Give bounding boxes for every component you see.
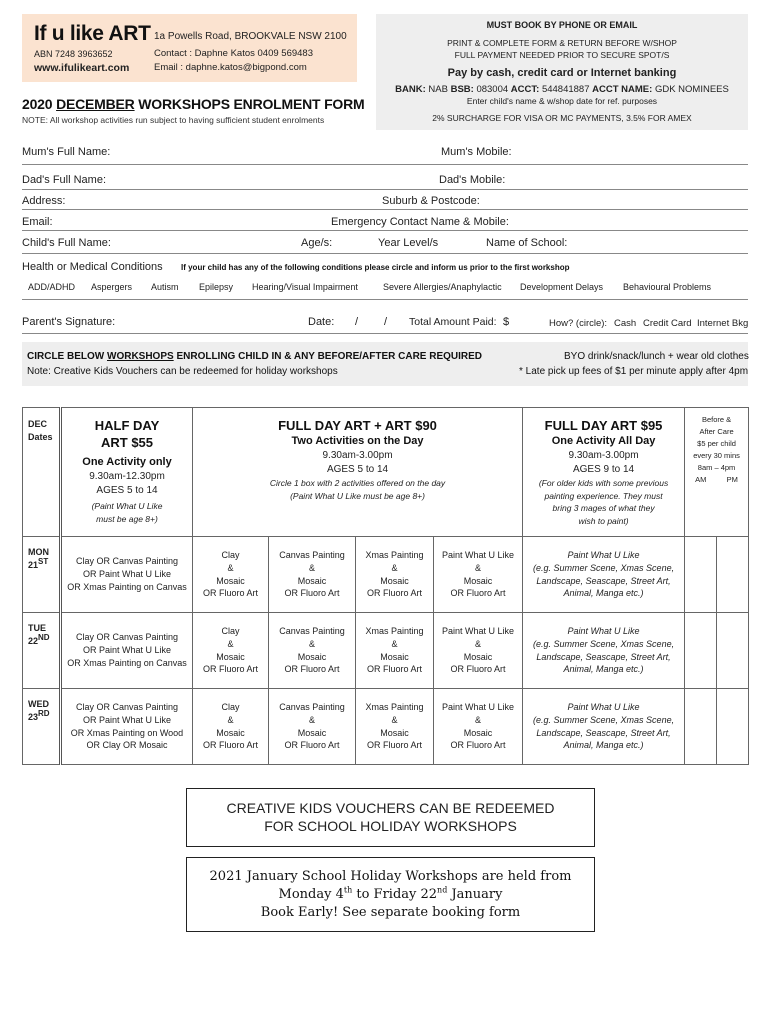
emergency-contact-field[interactable]: Emergency Contact Name & Mobile: <box>331 216 509 228</box>
dads-mobile-field[interactable]: Dad's Mobile: <box>439 174 506 186</box>
payment-cash-option[interactable]: Cash <box>614 318 637 329</box>
divider <box>22 333 748 334</box>
condition-hearing-visual[interactable]: Hearing/Visual Impairment <box>252 282 358 292</box>
health-conditions-label: Health or Medical Conditions <box>22 261 163 273</box>
combo-canvas-tue[interactable]: Canvas Painting & Mosaic OR Fluoro Art <box>269 613 356 689</box>
condition-add-adhd[interactable]: ADD/ADHD <box>28 282 76 292</box>
parent-signature-field[interactable]: Parent's Signature: <box>22 316 116 328</box>
divider <box>22 209 748 210</box>
date-slash: / <box>355 316 359 328</box>
care-am-mon[interactable] <box>685 537 717 613</box>
pay-by-note: Pay by cash, credit card or Internet banking <box>447 67 677 79</box>
vouchers-note: Note: Creative Kids Vouchers can be redeemed for holiday workshops <box>27 366 338 377</box>
condition-behavioural-problems[interactable]: Behavioural Problems <box>623 282 712 292</box>
instructions-band <box>22 342 748 386</box>
enrolment-note: NOTE: All workshop activities run subject to having sufficient student enrolments <box>22 115 325 125</box>
care-pm-wed[interactable] <box>717 689 749 765</box>
dads-name-field[interactable]: Dad's Full Name: <box>22 174 107 186</box>
health-note: If your child has any of the following conditions please circle and inform us prior to the first workshop <box>181 263 570 272</box>
day-label-tue: TUE 22ND <box>23 613 61 689</box>
combo-clay-mon[interactable]: Clay & Mosaic OR Fluoro Art <box>193 537 269 613</box>
schedule-row-tue <box>23 613 749 689</box>
creative-kids-vouchers-box: CREATIVE KIDS VOUCHERS CAN BE REDEEMED FOR SCHOOL HOLIDAY WORKSHOPS <box>186 788 595 847</box>
form-title: 2020 DECEMBER WORKSHOPS ENROLMENT FORM <box>22 96 365 112</box>
full-day-95-option-mon[interactable]: Paint What U Like (e.g. Summer Scene, Xmas Scene, Landscape, Seascape, Street Art, Animal, Manga etc.) <box>523 537 685 613</box>
mums-mobile-field[interactable]: Mum's Mobile: <box>441 146 512 158</box>
workshop-schedule-table <box>22 407 749 765</box>
year-level-field[interactable]: Year Level/s <box>378 237 439 249</box>
combo-xmas-wed[interactable]: Xmas Painting & Mosaic OR Fluoro Art <box>356 689 434 765</box>
divider <box>22 164 748 165</box>
half-day-option-tue[interactable]: Clay OR Canvas Painting OR Paint What U Like OR Xmas Painting on Canvas <box>61 613 193 689</box>
combo-xmas-mon[interactable]: Xmas Painting & Mosaic OR Fluoro Art <box>356 537 434 613</box>
combo-paint-mon[interactable]: Paint What U Like & Mosaic OR Fluoro Art <box>434 537 523 613</box>
total-paid-field[interactable]: Total Amount Paid: <box>409 316 497 328</box>
half-day-header: HALF DAY ART $55 One Activity only 9.30am-12.30pm AGES 5 to 14 (Paint What U Like must be age 8+) <box>61 408 193 537</box>
condition-severe-allergies[interactable]: Severe Allergies/Anaphylactic <box>383 282 502 292</box>
divider <box>22 189 748 190</box>
schedule-row-mon <box>23 537 749 613</box>
care-am-wed[interactable] <box>685 689 717 765</box>
contact: Contact : Daphne Katos 0409 569483 <box>154 48 313 59</box>
full-payment-note: FULL PAYMENT NEEDED PRIOR TO SECURE SPOT/S <box>454 50 670 60</box>
full-day-95-header: FULL DAY ART $95 One Activity All Day 9.30am-3.00pm AGES 9 to 14 (For older kids with some previous painting experience. They must bring 3 mages of what they wish to paint) <box>523 408 685 537</box>
full-day-95-option-tue[interactable]: Paint What U Like (e.g. Summer Scene, Xmas Scene, Landscape, Seascape, Street Art, Animal, Manga etc.) <box>523 613 685 689</box>
surcharge-note: 2% SURCHARGE FOR VISA OR MC PAYMENTS, 3.5% FOR AMEX <box>432 113 692 123</box>
business-header <box>22 14 357 82</box>
before-after-care-header: Before & After Care $5 per child every 30 mins 8am – 4pm AM PM <box>685 408 749 537</box>
schedule-header-row <box>23 408 749 537</box>
abn: ABN 7248 3963652 <box>34 49 113 59</box>
combo-canvas-mon[interactable]: Canvas Painting & Mosaic OR Fluoro Art <box>269 537 356 613</box>
dollar-sign: $ <box>503 316 510 328</box>
mums-name-field[interactable]: Mum's Full Name: <box>22 146 111 158</box>
half-day-option-wed[interactable]: Clay OR Canvas Painting OR Paint What U Like OR Xmas Painting on Wood OR Clay OR Mosaic <box>61 689 193 765</box>
january-workshops-box: 2021 January School Holiday Workshops are held from Monday 4th to Friday 22nd January Book Early! See separate booking form <box>186 857 595 932</box>
email-field[interactable]: Email: <box>22 216 53 228</box>
suburb-postcode-field[interactable]: Suburb & Postcode: <box>382 195 480 207</box>
must-book: MUST BOOK BY PHONE OR EMAIL <box>486 20 638 30</box>
condition-autism[interactable]: Autism <box>151 282 179 292</box>
late-fee-note: * Late pick up fees of $1 per minute apply after 4pm <box>519 366 749 377</box>
payment-credit-option[interactable]: Credit Card <box>643 318 692 329</box>
condition-aspergers[interactable]: Aspergers <box>91 282 133 292</box>
care-am-tue[interactable] <box>685 613 717 689</box>
combo-canvas-wed[interactable]: Canvas Painting & Mosaic OR Fluoro Art <box>269 689 356 765</box>
care-pm-mon[interactable] <box>717 537 749 613</box>
half-day-option-mon[interactable]: Clay OR Canvas Painting OR Paint What U Like OR Xmas Painting on Canvas <box>61 537 193 613</box>
address-field[interactable]: Address: <box>22 195 66 207</box>
business-address: 1a Powells Road, BROOKVALE NSW 2100 <box>154 31 347 42</box>
condition-epilepsy[interactable]: Epilepsy <box>199 282 234 292</box>
care-pm-label: PM <box>726 475 738 484</box>
care-am-label: AM <box>695 475 707 484</box>
date-slash: / <box>384 316 388 328</box>
divider <box>22 299 748 300</box>
combo-paint-tue[interactable]: Paint What U Like & Mosaic OR Fluoro Art <box>434 613 523 689</box>
age-field[interactable]: Age/s: <box>301 237 333 249</box>
booking-info-box <box>376 14 748 130</box>
day-label-wed: WED 23RD <box>23 689 61 765</box>
divider <box>22 253 748 254</box>
circle-instructions: CIRCLE BELOW WORKSHOPS ENROLLING CHILD IN & ANY BEFORE/AFTER CARE REQUIRED <box>27 351 483 362</box>
combo-paint-wed[interactable]: Paint What U Like & Mosaic OR Fluoro Art <box>434 689 523 765</box>
condition-development-delays[interactable]: Development Delays <box>520 282 604 292</box>
website-link[interactable]: www.ifulikeart.com <box>34 62 130 74</box>
combo-clay-wed[interactable]: Clay & Mosaic OR Fluoro Art <box>193 689 269 765</box>
payment-method-label: How? (circle): <box>549 318 608 329</box>
day-label-mon: MON 21ST <box>23 537 61 613</box>
payment-internet-option[interactable]: Internet Bkg <box>697 318 749 329</box>
school-name-field[interactable]: Name of School: <box>486 237 568 249</box>
combo-xmas-tue[interactable]: Xmas Painting & Mosaic OR Fluoro Art <box>356 613 434 689</box>
date-field[interactable]: Date: <box>308 316 335 328</box>
divider <box>22 230 748 231</box>
email-contact[interactable]: Email : daphne.katos@bigpond.com <box>154 62 307 73</box>
dec-dates-header: DEC Dates <box>23 408 61 537</box>
print-form-note: PRINT & COMPLETE FORM & RETURN BEFORE W/SHOP <box>447 38 677 48</box>
brand-name: If u like ART <box>34 22 151 45</box>
reference-note: Enter child's name & w/shop date for ref. purposes <box>466 96 658 106</box>
full-day-90-header: FULL DAY ART + ART $90 Two Activities on the Day 9.30am-3.00pm AGES 5 to 14 Circle 1 box with 2 activities offered on the day (Paint What U Like must be age 8+) <box>193 408 523 537</box>
schedule-row-wed <box>23 689 749 765</box>
bank-details: BANK: NAB BSB: 083004 ACCT: 544841887 ACCT NAME: GDK NOMINEES <box>395 84 729 95</box>
combo-clay-tue[interactable]: Clay & Mosaic OR Fluoro Art <box>193 613 269 689</box>
byo-note: BYO drink/snack/lunch + wear old clothes <box>564 351 749 362</box>
full-day-95-option-wed[interactable]: Paint What U Like (e.g. Summer Scene, Xmas Scene, Landscape, Seascape, Street Art, Animal, Manga etc.) <box>523 689 685 765</box>
child-name-field[interactable]: Child's Full Name: <box>22 237 111 249</box>
care-pm-tue[interactable] <box>717 613 749 689</box>
